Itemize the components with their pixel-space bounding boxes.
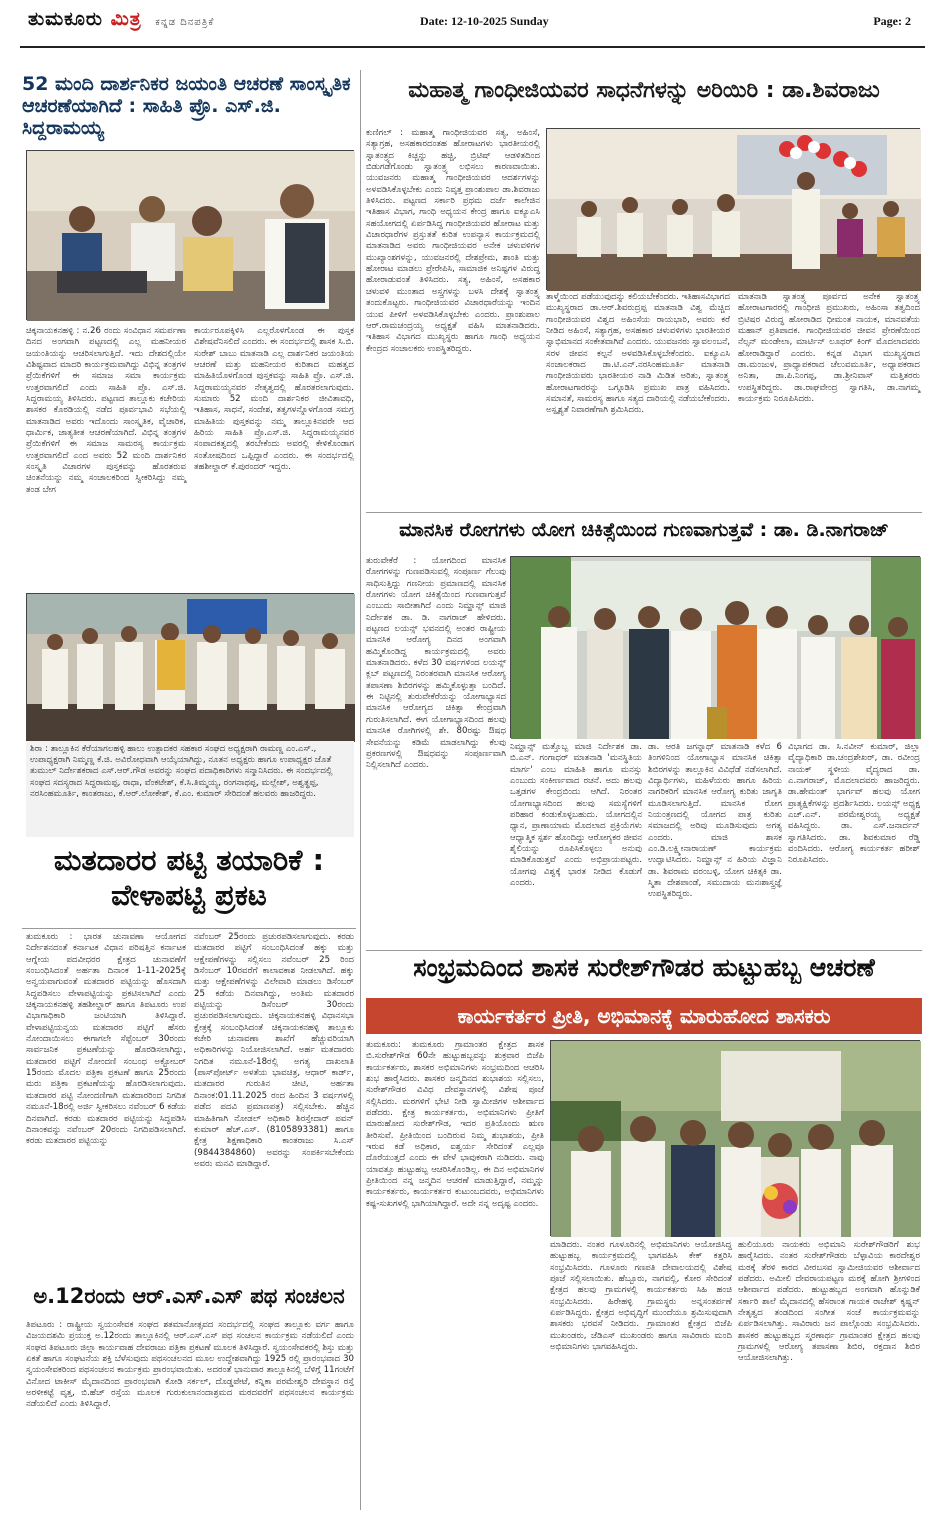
- issue-date: Date: 12-10-2025 Sunday: [420, 14, 549, 28]
- gandhi-event-photo: [546, 128, 920, 290]
- story6-headline: ಸಂಭ್ರಮದಿಂದ ಶಾಸಕ ಸುರೇಶ್‌ಗೌಡರ ಹುಟ್ಟುಹಬ್ಬ ಆಚರಣೆ: [413, 953, 875, 982]
- birthday-event-photo: [550, 1040, 920, 1236]
- story1-body-col2: ಕಾರ್ಯರೂಪಕ್ಕಿಳಿಸಿ ಎಲ್ಲರೊಳಗೊಂಡ ಈ ಪುಸ್ತಕ ವಿಶೇಷವೆನಿಸಲಿದೆ ಎಂದರು. ಈ ಸಂದರ್ಭದಲ್ಲಿ ಶಾಸಕ ಸಿ.ಬಿ. ಸುರೇಶ್ ಬಾಬು ಮಾತನಾಡಿ ಎಲ್ಲ ದಾರ್ಶನಿಕರ ಜಯಂತಿಯ ಆಚರಣೆ ಮತ್ತು ಮಹನೀಯರ ಕುರಿತಾದ ಮಹತ್ವದ ಮಾಹಿತಿಯೊಳಗೊಂಡ ಪುಸ್ತಕವನ್ನು ಸಾಹಿತಿ ಪ್ರೊ. ಎಸ್.ಜಿ. ಸಿದ್ದರಾಮಯ್ಯನವರ ನೇತೃತ್ವದಲ್ಲಿ ಹೊರತರಲಾಗುವುದು. ಸುಮಾರು 52 ಮಂದಿ ದಾರ್ಶನಿಕರ ಜೀವಿತಾವಧಿ, ಇತಿಹಾಸ, ಸಾಧನೆ, ಸಂದೇಶ, ತತ್ವಗಳನ್ನೊಳಗೊಂಡ ಸಮಗ್ರ ಮಾಹಿತಿಯ ಪುಸ್ತಕವನ್ನು ನಮ್ಮ ತಾಲ್ಲೂಕಿನವರೇ ಆದ ಹಿರಿಯ ಸಾಹಿತಿ ಪ್ರೊ.ಎಸ್.ಜಿ. ಸಿದ್ದರಾಮಯ್ಯನವರ ಸಂಪಾದಕತ್ವದಲ್ಲಿ ತರಬೇಕೆಂದು ಅವರಲ್ಲಿ ಕೇಳಿಕೊಂಡಾಗ ಸಂತೋಷದಿಂದ ಒಪ್ಪಿದ್ದಾರೆ ಎಂದರು. ಈ ಸಂದರ್ಭದಲ್ಲಿ ತಹಶೀಲ್ದಾರ್ ಕೆ.ಪುರಂದರ್ ಇದ್ದರು.: [194, 326, 354, 473]
- story1-photo: [26, 150, 354, 320]
- column-divider: [360, 70, 361, 1510]
- logo-tagline: ಕನ್ನಡ ದಿನಪತ್ರಿಕೆ: [155, 17, 215, 28]
- story4-body-col2: ತಾಳ್ಮೆಯಿಂದ ಪಡೆಯುವುದನ್ನು ಕಲಿಯಬೇಕೆಂದರು. ಇತಿಹಾಸವಿಭಾಗದ ಮುಖ್ಯಸ್ಥರಾದ ಡಾ.ಆರ್.ಶಿವರುದ್ರಪ್ಪ ಮಾತನಾಡಿ ವಿಶ್ವ ಮೆಚ್ಚಿದ ಗಾಂಧೀಜಿಯವರ ವಿಶ್ವದ ಅಹಿಂಸೆಯ ರಾಯಭಾರಿ, ಅವರು ಕರೆ ನೀಡಿದ ಅಹಿಂಸೆ, ಸತ್ಯಾಗ್ರಹ, ಅಸಹಕಾರ ಚಳುವಳಿಗಳು ಭಾರತೀಯರ ಸ್ವಾಭಿಮಾನದ ಸಂಕೇತವಾಗಿವೆ ಎಂದರು. ಯುವಜನರು ಸ್ವಾವಲಂಬನೆ, ಸರಳ ಜೀವನ ಕಲ್ಪನೆ ಅಳವಡಿಸಿಕೊಳ್ಳಬೇಕೆಂದರು. ಐಕ್ಯೂಎಸಿ ಸಂಚಾಲಕರಾದ ಡಾ.ಟಿ.ಎನ್.ನರಸಿಂಹಮೂರ್ತಿ ಮಾತನಾಡಿ ಗಾಂಧೀಜಿಯವರು ಭಾರತೀಯರ ನಾಡಿ ಮಿಡಿತ ಅರಿತು, ಸ್ವಾತಂತ್ರ್ಯ ಹೋರಾಟಗಾರರನ್ನು ಒಗ್ಗೂಡಿಸಿ ಪ್ರಮುಖ ಪಾತ್ರ ವಹಿಸಿದರು. ಸಮಾನತೆ, ಸಾಮರಸ್ಯ ಹಾಗೂ ಸತ್ಯದ ದಾರಿಯಲ್ಲಿ ನಡೆಯಬೇಕೆಂದರು. ಅಸ್ಪೃಶ್ಯತೆ ನಿವಾರಣೆಗಾಗಿ ಶ್ರಮಿಸಿದರು.: [546, 292, 730, 416]
- story5-body-col2: ನಿಮ್ಹಾನ್ಸ್ ಮತ್ತೊಬ್ಬ ಮಾಜಿ ನಿರ್ದೇಶಕ ಡಾ. ಬಿ.ಎನ್. ಗಂಗಾಧರ್ ಮಾತನಾಡಿ 'ಮನಸ್ಥಿತಿಯ ಮಾರ್ಗ' ಎಂಬ ಮಾಹಿತಿ ಹಾಗೂ ಮನಸ್ಸು ಎಂಬುದು ಸಂಕೀರ್ಣವಾದ ರಚನೆ. ಅದು ಹಲವು ಒತ್ತಡಗಳ ಕೇಂದ್ರಬಿಂದು ಆಗಿದೆ. ನಿರಂತರ ಯೋಗಾಭ್ಯಾಸದಿಂದ ಹಲವು ಸಮಸ್ಯೆಗಳಿಗೆ ಪರಿಹಾರ ಕಂಡುಕೊಳ್ಳಬಹುದು. ಯೋಗದಲ್ಲಿನ ಧ್ಯಾನ, ಪ್ರಾಣಾಯಾಮ ಮೊದಲಾದ ಪ್ರಕ್ರಿಯೆಗಳು ಆಧ್ಯಾತ್ಮಿಕ ಸ್ಪರ್ಶ ಹೊಂದಿದ್ದು ಆರೋಗ್ಯಕರ ಜೀವನ ಶೈಲಿಯನ್ನು ರೂಪಿಸಿಕೊಳ್ಳಲು ಅನುವು ಮಾಡಿಕೊಡುತ್ತವೆ ಎಂದು ಅಭಿಪ್ರಾಯಪಟ್ಟರು. ಯೋಗವು ವಿಶ್ವಕ್ಕೆ ಭಾರತ ನೀಡಿದ ಕೊಡುಗೆ ಎಂದರು.: [510, 742, 642, 889]
- crowd-photo-image: [551, 1041, 921, 1237]
- story6-body-col2: ಮಾಡಿದರು. ನಂತರ ಗೂಳೂರಿನಲ್ಲಿ ಅಭಿಮಾನಿಗಳು ಆಯೋಜಿಸಿದ್ದ ಹುಟ್ಟುಹಬ್ಬ ಕಾರ್ಯಕ್ರಮದಲ್ಲಿ ಭಾಗವಹಿಸಿ ಕೇಕ್ ಕತ್ತರಿಸಿ ಸಂಭ್ರಮಿಸಿದರು. ಗೂಳೂರು ಗಣಪತಿ ದೇವಾಲಯದಲ್ಲಿ ವಿಶೇಷ ಪೂಜೆ ಸಲ್ಲಿಸಲಾಯಿತು. ಹೆಬ್ಬೂರು, ನಾಗವಲ್ಲಿ, ಕೋರ ಸೇರಿದಂತೆ ಕ್ಷೇತ್ರದ ಹಲವು ಗ್ರಾಮಗಳಲ್ಲಿ ಕಾರ್ಯಕರ್ತರು ಸಿಹಿ ಹಂಚಿ ಸಂಭ್ರಮಿಸಿದರು. ಹಿರೇಹಳ್ಳಿ ಗ್ರಾಮಸ್ಥರು ಅನ್ನಸಂತರ್ಪಣೆ ಏರ್ಪಡಿಸಿದ್ದರು. ಕ್ಷೇತ್ರದ ಅಭಿವೃದ್ಧಿಗೆ ಮುಂದೆಯೂ ಶ್ರಮಿಸುವುದಾಗಿ ಶಾಸಕರು ಭರವಸೆ ನೀಡಿದರು. ಗ್ರಾಮಾಂತರ ಕ್ಷೇತ್ರದ ಬಿಜೆಪಿ ಮುಖಂಡರು, ಜೆಡಿಎಸ್ ಮುಖಂಡರು ಹಾಗೂ ಸಾವಿರಾರು ಮಂದಿ ಅಭಿಮಾನಿಗಳು ಭಾಗವಹಿಸಿದ್ದರು.: [550, 1240, 732, 1353]
- story4-body-col3: ಮಾತನಾಡಿ ಸ್ವಾತಂತ್ರ್ಯ ಪೂರ್ವದ ಅನೇಕ ಸ್ವಾತಂತ್ರ್ಯ ಹೋರಾಟಗಾರರಲ್ಲಿ ಗಾಂಧೀಜಿ ಪ್ರಮುಖರು, ಅಹಿಂಸಾ ತತ್ವದಿಂದ ಬ್ರಿಟಿಷರ ವಿರುದ್ಧ ಹೋರಾಡಿದ ಧೀಮಂತ ನಾಯಕ, ಮಾನವತೆಯ ಮಹಾನ್ ಪ್ರತಿಪಾದಕ. ಗಾಂಧೀಜಿಯವರ ಜೀವನ ಪ್ರೇರಣೆಯಿಂದ ನೆಲ್ಸನ್ ಮಂಡೇಲಾ, ಮಾರ್ಟಿನ್ ಲೂಥರ್ ಕಿಂಗ್ ಮೊದಲಾದವರು ಹೋರಾಡಿದ್ದಾರೆ ಎಂದರು. ಕನ್ನಡ ವಿಭಾಗ ಮುಖ್ಯಸ್ಥರಾದ ಡಾ.ಮಂಜುಳ, ಪ್ರಾಧ್ಯಾಪಕರಾದ ಚೆಲುವಮೂರ್ತಿ, ಅಧ್ಯಾಪಕರಾದ ಅನಿತಾ, ಡಾ.ಪಿ.ನಿಂಗಪ್ಪ, ಡಾ.ಶ್ರೀನಿವಾಸ್ ಮತ್ತಿತರರು ಉಪಸ್ಥಿತರಿದ್ದರು. ಡಾ.ರಾಘವೇಂದ್ರ ಸ್ವಾಗತಿಸಿ, ಡಾ.ನಾಗಮ್ಮ ಕಾರ್ಯಕ್ರಮ ನಿರೂಪಿಸಿದರು.: [738, 292, 920, 405]
- story2-divider: [22, 928, 356, 929]
- newspaper-logo: [28, 8, 214, 30]
- story6-body-col1: ತುಮಕೂರು: ತುಮಕೂರು ಗ್ರಾಮಾಂತರ ಕ್ಷೇತ್ರದ ಶಾಸಕ ಬಿ.ಸುರೇಶ್‌ಗೌಡ 60ನೇ ಹುಟ್ಟುಹಬ್ಬವನ್ನು ಶುಕ್ರವಾರ ಬಿಜೆಪಿ ಕಾರ್ಯಕರ್ತರು, ಶಾಸಕರ ಅಭಿಮಾನಿಗಳು ಸಂಭ್ರಮದಿಂದ ಆಚರಿಸಿ ಶುಭ ಹಾರೈಸಿದರು. ಶಾಸಕರ ಜನ್ಮದಿನದ ಶುಭಾಶಯ ಸಲ್ಲಿಸಲು, ಸುರೇಶ್‌ಗೌಡರ ವಿವಿಧ ದೇವಸ್ಥಾನಗಳಲ್ಲಿ ವಿಶೇಷ ಪೂಜೆ ಸಲ್ಲಿಸಿದರು. ಮಠಗಳಿಗೆ ಭೇಟಿ ನೀಡಿ ಸ್ವಾಮೀಜಿಗಳ ಆಶೀರ್ವಾದ ಪಡೆದರು. ಕ್ಷೇತ್ರ ಕಾರ್ಯಕರ್ತರು, ಅಭಿಮಾನಿಗಳು ಪ್ರೀತಿಗೆ ಮಾರುಹೋದ ಸುರೇಶ್‌ಗೌಡ, ಇದರ ಪ್ರತಿಯೊಂದು ಋಣ ತೀರಿಸುವೆ. ಪ್ರೀತಿಯಿಂದ ಬಂದಿರುವ ನಿಮ್ಮ ಶುಭಾಶಯ, ಪ್ರೀತಿ ಇರುವ ಕಡೆ ಅಧಿಕಾರ, ಐಶ್ವರ್ಯ ಸೇರಿದಂತೆ ಎಲ್ಲವೂ ದೊರೆಯುತ್ತದೆ ಎಂದು ಈ ವೇಳೆ ಭಾವುಕರಾಗಿ ನುಡಿದರು. ನಾವು ಯಾವತ್ತೂ ಹುಟ್ಟುಹಬ್ಬ ಆಚರಿಸಿಕೊಂಡಿಲ್ಲ. ಈ ದಿನ ಅಭಿಮಾನಿಗಳ ಪ್ರೀತಿಯಿಂದ ನನ್ನ ಜನ್ಮದಿನ ಆಚರಣೆ ಮಾಡುತ್ತಿದ್ದಾರೆ, ನಮ್ಮನ್ನು ಕಾರ್ಯಕರ್ತರು, ಕಾರ್ಯಕರ್ತರ ಕುಟುಂಬದವರು, ಅಭಿಮಾನಿಗಳು ಕಷ್ಟ-ಸುಖಗಳಲ್ಲಿ ಭಾಗಿಯಾಗಿದ್ದಾರೆ. ಅದೇ ನನ್ನ ಅದೃಷ್ಟ ಎಂದರು.: [366, 1040, 544, 1209]
- group-photo-image: [27, 594, 355, 742]
- dignitaries-photo-image: [511, 557, 921, 739]
- dairy-society-caption: ಶಿರಾ : ತಾಲ್ಲೂಕಿನ ಕೆರೆಯಾಗಲಹಳ್ಳಿ ಹಾಲು ಉತ್ಪಾದಕರ ಸಹಕಾರ ಸಂಘದ ಅಧ್ಯಕ್ಷರಾಗಿ ರಾಮಣ್ಣ ಎಂ.ಎಸ್., ಉಪಾಧ್ಯಕ್ಷರಾಗಿ ನಿಮ್ಮಣ್ಣ ಕೆ.ಜಿ. ಅವಿರೋಧವಾಗಿ ಆಯ್ಕೆಯಾಗಿದ್ದು, ನೂತನ ಅಧ್ಯಕ್ಷರು ಹಾಗೂ ಉಪಾಧ್ಯಕ್ಷರ ಜೊತೆ ತುಮುಲ್ ನಿರ್ದೇಶಕರಾದ ಎಸ್.ಆರ್.ಗೌಡ ಅವರನ್ನು ಸಂಘದ ಪದಾಧಿಕಾರಿಗಳು ಸನ್ಮಾನಿಸಿದರು. ಈ ಸಂದರ್ಭದಲ್ಲಿ ಸಂಘದ ಸದಸ್ಯರಾದ ಸಿದ್ದರಾಮಪ್ಪ, ರಾಧಾ, ವೆಂಕಟೇಶ್, ಕೆ.ಸಿ.ತಿಮ್ಮಯ್ಯ, ರಂಗನಾಥಪ್ಪ, ಮಲ್ಲೇಶ್, ಅಶ್ವತ್ಥಪ್ಪ, ನರಸಿಂಹಮೂರ್ತಿ, ಕಾಂತರಾಜು, ಕೆ.ಆರ್.ಲೋಕೇಶ್, ಕೆ.ಎಂ. ಕುಮಾರ್ ಸೇರಿದಂತೆ ಹಲವರು ಹಾಜರಿದ್ದರು.: [26, 741, 354, 837]
- story1-body-col1: ಚಿಕ್ಕನಾಯಕನಹಳ್ಳಿ : ನ.26 ರಂದು ಸಂವಿಧಾನ ಸಮರ್ಪಣಾ ದಿನದ ಅಂಗವಾಗಿ ಪಟ್ಟಣದಲ್ಲಿ ಎಲ್ಲ ಮಹನೀಯರ ಜಯಂತಿಯನ್ನು ಆಚರಿಸಲಾಗುತ್ತಿದೆ. ಇದು ದೇಶದಲ್ಲಿಯೇ ವಿಶಿಷ್ಟವಾದ ಮಾದರಿ ಕಾರ್ಯಕ್ರಮವಾಗಿದ್ದು ವಿಭಿನ್ನ ತಂತ್ರಗಳ ಪ್ರೆಯಿಕೆಗಳಿಗೆ ಈ ಸಮಾಜ ಸಮಾ ಕಾರ್ಯಕ್ರಮ ಉತ್ತರವಾಗಲಿದೆ ಎಂದು ಸಾಹಿತಿ ಪ್ರೊ. ಎಸ್.ಜಿ. ಸಿದ್ದರಾಮಯ್ಯ ತಿಳಿಸಿದರು. ಪಟ್ಟಣದ ತಾಲ್ಲೂಕು ಕಚೇರಿಯ ಶಾಸಕರ ಕೊಠಡಿಯಲ್ಲಿ ನಡೆದ ಪೂರ್ವಭಾವಿ ಸಭೆಯಲ್ಲಿ ಮಾತನಾಡಿದ ಅವರು ಇದೊಂದು ಸಾಂಸ್ಕೃತಿಕ, ವೈಚಾರಿಕ, ಧಾರ್ಮಿಕ, ಜಾತ್ಯತೀತ ಆಚರಣೆಯಾಗಿದೆ. ವಿಭಿನ್ನ ತಂತ್ರಗಳ ಪ್ರೆಯಿಕೆಗಳಿಗೆ ಈ ಸಮಾಜ ಸಾಮರಸ್ಯ ಕಾರ್ಯಕ್ರಮ ಉತ್ತರವಾಗಲಿದೆ ಎಂದ ಅವರು 52 ಮಂದಿ ದಾರ್ಶನಿಕರ ಸಂಸ್ಕೃತಿ ವಿಚಾರಗಳ ಪುಸ್ತಕವನ್ನು ಹೊರತರುವ ಚಿಂತನೆಯನ್ನು ನಮ್ಮ ಸಂಚಾಲಕರಿಂದ ಸ್ವೀಕರಿಸಿದ್ದು ನಮ್ಮ ತಂಡ ಬೇಗ: [26, 326, 186, 495]
- story4-headline: ಮಹಾತ್ಮ ಗಾಂಧೀಜಿಯವರ ಸಾಧನೆಗಳನ್ನು ಅರಿಯಿರಿ : ಡಾ.ಶಿವರಾಜು: [408, 78, 880, 103]
- story4-body-col1: ಕುಣಿಗಲ್ : ಮಹಾತ್ಮ ಗಾಂಧೀಜಿಯವರ ಸತ್ಯ, ಅಹಿಂಸೆ, ಸತ್ಯಾಗ್ರಹ, ಅಸಹಕಾರದಂತಹ ಹೋರಾಟಗಳು ಭಾರತೀಯರಲ್ಲಿ ಸ್ವಾತಂತ್ರ್ಯದ ಕಿಚ್ಚನ್ನು ಹಚ್ಚಿ, ಬ್ರಿಟಿಷ್ ಆಡಳಿತದಿಂದ ಬಿಡುಗಡೆಗೊಂಡು ಸ್ವಾತಂತ್ರ್ಯ ಲಭಿಸಲು ಕಾರಣವಾಯಿತು. ಯುವಜನರು ಮಹಾತ್ಮ ಗಾಂಧೀಜಿಯವರ ಆದರ್ಶಗಳನ್ನು ಅಳವಡಿಸಿಕೊಳ್ಳಬೇಕು ಎಂದು ನಿವೃತ್ತ ಪ್ರಾಂಶುಪಾಲ ಡಾ.ಶಿವರಾಜು ತಿಳಿಸಿದರು. ಪಟ್ಟಣದ ಸರ್ಕಾರಿ ಪ್ರಥಮ ದರ್ಜೆ ಕಾಲೇಜಿನ ಇತಿಹಾಸ ವಿಭಾಗ, ಗಾಂಧಿ ಅಧ್ಯಯನ ಕೇಂದ್ರ ಹಾಗೂ ಐಕ್ಯೂಎಸಿ ಸಹಯೋಗದಲ್ಲಿ ಏರ್ಪಡಿಸಿದ್ದ ಗಾಂಧೀಜಿಯವರ ಹೋರಾಟ ಮತ್ತು ವಿಚಾರಧಾರೆಗಳ ಪ್ರಸ್ತುತತೆ ಕುರಿತ ಉಪನ್ಯಾಸ ಕಾರ್ಯಕ್ರಮದಲ್ಲಿ ಮಾತನಾಡಿದ ಅವರು ಗಾಂಧೀಜಿಯವರ ಅನೇಕ ಚಳುವಳಿಗಳ ಮುಖ್ಯಾಂಶಗಳನ್ನು, ಯುವಜನರಲ್ಲಿ ದೇಶಪ್ರೇಮ, ಶಾಂತಿ ಮತ್ತು ಹೋರಾಟ ಮಾಡಲು ಪ್ರೇರೇಪಿಸಿ, ಸಾಮಾಜಿಕ ಅನಿಷ್ಟಗಳ ವಿರುದ್ಧ ಹೋರಾಡುವಂತೆ ತಿಳಿಸಿದರು. ಸತ್ಯ, ಅಹಿಂಸೆ, ಅಸಹಕಾರ ಚಳುವಳಿ ಮುಂತಾದ ಅಸ್ತ್ರಗಳನ್ನು ಬಳಸಿ ದೇಶಕ್ಕೆ ಸ್ವಾತಂತ್ರ್ಯ ತಂದುಕೊಟ್ಟರು. ಗಾಂಧೀಜಿಯವರ ವಿಚಾರಧಾರೆಯನ್ನು ಇಂದಿನ ಯುವ ಪೀಳಿಗೆ ಅಳವಡಿಸಿಕೊಳ್ಳಬೇಕು ಎಂದರು. ಪ್ರಾಂಶುಪಾಲ ಆರ್.ರಾಮಚಂದ್ರಯ್ಯ ಅಧ್ಯಕ್ಷತೆ ವಹಿಸಿ ಮಾತನಾಡಿದರು. ಇತಿಹಾಸ ವಿಭಾಗದ ಮುಖ್ಯಸ್ಥರು ಹಾಗೂ ಗಾಂಧಿ ಅಧ್ಯಯನ ಕೇಂದ್ರದ ಸಂಚಾಲಕರು ಉಪಸ್ಥಿತರಿದ್ದರು.: [366, 128, 540, 354]
- story5-body-col3: ಡಾ. ಆರತಿ ಜಗನ್ನಾಥ್ ಮಾತನಾಡಿ ಕಳೆದ 6 ತಿಂಗಳಿನಿಂದ ಯೋಗಾಭ್ಯಾಸ ಮಾನಸಿಕ ಚಿಕಿತ್ಸಾ ಶಿಬಿರಗಳನ್ನು ತಾಲ್ಲೂಕಿನ ವಿವಿಧೆಡೆ ನಡೆಸಲಾಗಿದೆ. ವಿದ್ಯಾರ್ಥಿಗಳು, ಮಹಿಳೆಯರು ಹಾಗೂ ಹಿರಿಯ ನಾಗರಿಕರಿಗೆ ಮಾನಸಿಕ ಆರೋಗ್ಯ ಕುರಿತು ಜಾಗೃತಿ ಮೂಡಿಸಲಾಗುತ್ತಿದೆ. ಮಾನಸಿಕ ರೋಗ ನಿಯಂತ್ರಣದಲ್ಲಿ ಯೋಗದ ಪಾತ್ರ ಕುರಿತು ಸಮಾಜದಲ್ಲಿ ಅರಿವು ಮೂಡಿಸುವುದು ಅಗತ್ಯ ಎಂದರು. ಮಾಜಿ ಶಾಸಕ ಎಂ.ಡಿ.ಲಕ್ಷ್ಮೀನಾರಾಯಣ್ ಕಾರ್ಯಕ್ರಮ ಉದ್ಘಾಟಿಸಿದರು. ನಿಮ್ಹಾನ್ಸ್ ನ ಹಿರಿಯ ವಿಜ್ಞಾನಿ ಡಾ. ಶಿವರಾಮ ವರಂಬಳ್ಳಿ, ಯೋಗ ಚಿಕಿತ್ಸಕಿ ಡಾ. ಸ್ಮಿತಾ ದೇಶಪಾಂಡೆ, ಸಮುದಾಯ ಮನಃಶಾಸ್ತ್ರಜ್ಞೆ ಉಪಸ್ಥಿತರಿದ್ದರು.: [648, 742, 782, 900]
- masthead: [20, 0, 925, 48]
- story5-body-col1: ತುರುವೇಕೆರೆ : ಯೋಗದಿಂದ ಮಾನಸಿಕ ರೋಗಗಳನ್ನು ಗುಣಪಡಿಸುವಲ್ಲಿ ಸಂಪೂರ್ಣ ಗೆಲುವು ಸಾಧಿಸುತ್ತಿದ್ದು ಗಣನೀಯ ಪ್ರಮಾಣದಲ್ಲಿ ಮಾನಸಿಕ ರೋಗಗಳು ಯೋಗ ಚಿಕಿತ್ಸೆಯಿಂದ ಗುಣವಾಗುತ್ತವೆ ಎಂಬುದು ಸಾಬೀತಾಗಿದೆ ಎಂದು ನಿಮ್ಹಾನ್ಸ್ ಮಾಜಿ ನಿರ್ದೇಶಕ ಡಾ. ಡಿ. ನಾಗರಾಜ್ ಹೇಳಿದರು. ಪಟ್ಟಣದ ಲಯನ್ಸ್ ಭವನದಲ್ಲಿ ಅಂತರ ರಾಷ್ಟ್ರೀಯ ಮಾನಸಿಕ ಆರೋಗ್ಯ ದಿನದ ಅಂಗವಾಗಿ ಹಮ್ಮಿಕೊಂಡಿದ್ದ ಕಾರ್ಯಕ್ರಮದಲ್ಲಿ ಅವರು ಮಾತನಾಡಿದರು. ಕಳೆದ 30 ವರ್ಷಗಳಿಂದ ಲಯನ್ಸ್ ಕ್ಲಬ್ ಪಟ್ಟಣದಲ್ಲಿ ನಿರಂತರವಾಗಿ ಮಾನಸಿಕ ಆರೋಗ್ಯ ತಪಾಸಣಾ ಶಿಬಿರಗಳನ್ನು ಹಮ್ಮಿಕೊಳ್ಳುತ್ತಾ ಬಂದಿದೆ. ಈ ನಿಟ್ಟಿನಲ್ಲಿ ತುರುವೇಕೆರೆಯನ್ನು ಯೋಗಾಭ್ಯಾಸದ ಮಾನಸಿಕ ಆರೋಗ್ಯದ ಚಿಕಿತ್ಸಾ ಕೇಂದ್ರವಾಗಿ ಗುರುತಿಸಲಾಗಿದೆ. ಈಗ ಯೋಗಾಭ್ಯಾಸದಿಂದ ಹಲವು ಮಾನಸಿಕ ರೋಗಿಗಳಲ್ಲಿ ಶೇ. 80ರಷ್ಟು ಔಷಧ ಸೇವನೆಯನ್ನು ಕಡಿಮೆ ಮಾಡಲಾಗಿದ್ದು ಕೆಲವು ಪ್ರಕರಣಗಳಲ್ಲಿ ಔಷಧವನ್ನು ಸಂಪೂರ್ಣವಾಗಿ ನಿಲ್ಲಿಸಲಾಗಿದೆ ಎಂದರು.: [366, 556, 506, 771]
- logo-title-a: ತುಮಕೂರು: [28, 8, 103, 30]
- story5-divider: [366, 950, 922, 951]
- story1-headline: 52 ಮಂದಿ ದಾರ್ಶನಿಕರ ಜಯಂತಿ ಆಚರಣೆ ಸಾಂಸ್ಕೃತಿಕ ಆಚರಣೆಯಾಗಿದೆ : ಸಾಹಿತಿ ಪ್ರೊ. ಎಸ್.ಜಿ. ಸಿದ್ದರಾಮಯ್ಯ: [22, 73, 351, 139]
- meeting-photo-image: [27, 151, 355, 321]
- logo-title-b: ಮಿತ್ರ: [110, 8, 142, 30]
- yoga-event-photo: [510, 556, 920, 738]
- dairy-society-photo: [26, 593, 354, 741]
- story5-body-col4: ವಿಭಾಗದ ಡಾ. ಸಿ.ನವೀನ್ ಕುಮಾರ್, ಜಿಲ್ಲಾ ವೈದ್ಯಾಧಿಕಾರಿ ಡಾ.ಚಂದ್ರಶೇಖರ್, ಡಾ. ರವೀಂದ್ರ ನಾಯಕ್ ಸ್ಥಳೀಯ ವೈದ್ಯರಾದ ಡಾ. ಎ.ನಾಗರಾಜ್, ಮೊದಲಾದವರು ಹಾಜರಿದ್ದರು. ಡಾ.ಹೇಮಂತ್ ಭಾರ್ಗವ್ ಹಲವು ಯೋಗ ಪ್ರಾತ್ಯಕ್ಷಿಕೆಗಳನ್ನು ಪ್ರದರ್ಶಿಸಿದರು. ಲಯನ್ಸ್ ಅಧ್ಯಕ್ಷ ಎಚ್.ಎನ್. ಪರಮೇಶ್ವರಯ್ಯ ಅಧ್ಯಕ್ಷತೆ ವಹಿಸಿದ್ದರು. ಡಾ. ಎಸ್.ಜನಾರ್ದನ್ ಸ್ವಾಗತಿಸಿದರು. ಡಾ. ಶಿವಕುಮಾರ ರೆಡ್ಡಿ ವಂದಿಸಿದರು. ಆರೋಗ್ಯ ಕಾರ್ಯಕರ್ತ ಹರೀಶ್ ನಿರೂಪಿಸಿದರು.: [788, 742, 920, 866]
- story5-headline: ಮಾನಸಿಕ ರೋಗಗಳು ಯೋಗ ಚಿಕಿತ್ಸೆಯಿಂದ ಗುಣವಾಗುತ್ತವೆ : ಡಾ. ಡಿ.ನಾಗರಾಜ್: [399, 519, 889, 541]
- stage-photo-image: [547, 129, 921, 291]
- story2-body-col2: ನವೆಂಬರ್ 25ರಂದು ಪ್ರಚುರಪಡಿಸಲಾಗುವುದು. ಕರಡು ಮತದಾರರ ಪಟ್ಟಿಗೆ ಸಂಬಂಧಿಸಿದಂತೆ ಹಕ್ಕು ಮತ್ತು ಆಕ್ಷೇಪಣೆಗಳನ್ನು ಸಲ್ಲಿಸಲು ನವೆಂಬರ್ 25 ರಿಂದ ಡಿಸೆಂಬರ್ 10ರವರೆಗೆ ಕಾಲಾವಕಾಶ ನೀಡಲಾಗಿದೆ. ಹಕ್ಕು ಮತ್ತು ಆಕ್ಷೇಪಣೆಗಳನ್ನು ವಿಲೇವಾರಿ ಮಾಡಲು ಡಿಸೆಂಬರ್ 25 ಕಡೆಯ ದಿನವಾಗಿದ್ದು, ಅಂತಿಮ ಮತದಾರರ ಪಟ್ಟಿಯನ್ನು ಡಿಸೆಂಬರ್ 30ರಂದು ಪ್ರಚುರಪಡಿಸಲಾಗುವುದು. ಚಿಕ್ಕನಾಯಕನಹಳ್ಳಿ ವಿಧಾನಸಭಾ ಕ್ಷೇತ್ರಕ್ಕೆ ಸಂಬಂಧಿಸಿದಂತೆ ಚಿಕ್ಕನಾಯಕನಹಳ್ಳಿ ತಾಲ್ಲೂಕು ಕಚೇರಿ ಚುನಾವಣಾ ಶಾಖೆಗೆ ಹೆಚ್ಚುವರಿಯಾಗಿ ಅಧಿಕಾರಿಗಳನ್ನು ನಿಯೋಜಿಸಲಾಗಿದೆ. ಅರ್ಹ ಮತದಾರರು ನಿಗದಿತ ನಮೂನೆ-18ರಲ್ಲಿ ಅಗತ್ಯ ದಾಖಲಾತಿ (ಪಾಸ್‌ಪೋರ್ಟ್ ಅಳತೆಯ ಭಾವಚಿತ್ರ, ಆಧಾರ್ ಕಾರ್ಡ್, ಮತದಾರರ ಗುರುತಿನ ಚೀಟಿ, ಅರ್ಹತಾ ದಿನಾಂಕ:01.11.2025 ರಂದ ಹಿಂದಿನ 3 ವರ್ಷಗಳಲ್ಲಿ ಪಡೆದ ಪದವಿ ಪ್ರಮಾಣಪತ್ರ) ಸಲ್ಲಿಸಬೇಕು. ಹೆಚ್ಚಿನ ಮಾಹಿತಿಗಾಗಿ ನೋಡಲ್ ಅಧಿಕಾರಿ ಶಿರಸ್ತೇದಾರ್ ಪವನ್ ಕುಮಾರ್ ಹೆಚ್.ಎಸ್. (8105893381) ಹಾಗೂ ಕ್ಷೇತ್ರ ಶಿಕ್ಷಣಾಧಿಕಾರಿ ಕಾಂತರಾಜು ಸಿ.ಎಸ್ (9844384860) ಅವರನ್ನು ಸಂಪರ್ಕಿಸಬೇಕೆಂದು ಅವರು ಮನವಿ ಮಾಡಿದ್ದಾರೆ.: [194, 932, 354, 1169]
- story6-body-col3: ಹುಲಿಯೂರು ನಾಯಕರು ಅಭಿಮಾನಿ ಸುರೇಶ್‌ಗೌಡರಿಗೆ ಶುಭ ಹಾರೈಸಿದರು. ನಂತರ ಸುರೇಶ್‌ಗೌಡರು ಬೆಳ್ಳಾವಿಯ ಕಾರದೇಶ್ವರ ಮಠಕ್ಕೆ ತೆರಳಿ ಕಾರದ ವೀರಬಸವ ಸ್ವಾಮೀಜಿಯವರ ಆಶೀರ್ವಾದ ಪಡೆದರು. ಅಮೀಲಿ ದೇವರಾಯಪಟ್ಟಣ ಮಠಕ್ಕೆ ಹೋಗಿ ಶ್ರೀಗಳಿಂದ ಆಶೀರ್ವಾದ ಪಡೆದರು. ಹುಟ್ಟುಹಬ್ಬದ ಅಂಗವಾಗಿ ಹೊನ್ನುಡಿಕೆ ಸರ್ಕಾರಿ ಶಾಲೆ ಮೈದಾನದಲ್ಲಿ ಹೆಸರಾಂತ ಗಾಯಕ ರಾಜೇಶ್ ಕೃಷ್ಣನ್ ನೇತೃತ್ವದ ತಂಡದಿಂದ ಸಂಗೀತ ಸಂಜೆ ಕಾರ್ಯಕ್ರಮವನ್ನು ಏರ್ಪಡಿಸಲಾಗಿತ್ತು. ಸಾವಿರಾರು ಜನ ಪಾಲ್ಗೊಂಡು ಸಂಭ್ರಮಿಸಿದರು. ಶಾಸಕರ ಹುಟ್ಟುಹಬ್ಬದ ಸ್ಮರಣಾರ್ಥ ಗ್ರಾಮಾಂತರ ಕ್ಷೇತ್ರದ ಹಲವು ಗ್ರಾಮಗಳಲ್ಲಿ ಆರೋಗ್ಯ ತಪಾಸಣಾ ಶಿಬಿರ, ರಕ್ತದಾನ ಶಿಬಿರ ಆಯೋಜಿಸಲಾಗಿತ್ತು.: [738, 1240, 920, 1364]
- story2-body-col1: ತುಮಕೂರು : ಭಾರತ ಚುನಾವಣಾ ಆಯೋಗದ ನಿರ್ದೇಶನದಂತೆ ಕರ್ನಾಟಕ ವಿಧಾನ ಪರಿಷತ್ತಿನ ಕರ್ನಾಟಕ ಆಗ್ನೇಯ ಪದವೀಧರರ ಕ್ಷೇತ್ರದ ಚುನಾವಣೆಗೆ ಸಂಬಂಧಿಸಿದಂತೆ ಅರ್ಹತಾ ದಿನಾಂಕ 1-11-2025ಕ್ಕೆ ಅನ್ವಯವಾಗುವಂತೆ ಮತದಾರರ ಪಟ್ಟಿಯನ್ನು ಹೊಸದಾಗಿ ಸಿದ್ಧಪಡಿಸಲು ವೇಳಾಪಟ್ಟಿಯನ್ನು ಪ್ರಕಟಿಸಲಾಗಿದೆ ಎಂದು ಚಿಕ್ಕನಾಯಕನಹಳ್ಳಿ ತಹಶೀಲ್ದಾರ್ ಹಾಗೂ ತಿಪಟೂರು ಉಪ ವಿಭಾಗಾಧಿಕಾರಿ ಜಂಟಿಯಾಗಿ ತಿಳಿಸಿದ್ದಾರೆ. ವೇಳಾಪಟ್ಟಿಯನ್ವಯ ಮತದಾರರ ಪಟ್ಟಿಗೆ ಹೆಸರು ನೋಂದಾಯಿಸಲು ಈಗಾಗಲೇ ಸೆಪ್ಟೆಂಬರ್ 30ರಂದು ಸಾರ್ವಜನಿಕ ಪ್ರಕಟಣೆಯನ್ನು ಹೊರಡಿಸಲಾಗಿದ್ದು, ಮತದಾರರ ಪಟ್ಟಿಗೆ ನೋಂದಣಿ ಸಂಬಂಧ ಅಕ್ಟೋಬರ್ 15ರಂದು ಮೊದಲ ಪತ್ರಿಕಾ ಪ್ರಕಟಣೆ ಹಾಗೂ 25ರಂದು ಮರು ಪತ್ರಿಕಾ ಪ್ರಕಟಣೆಯನ್ನು ಹೊರಡಿಸಲಾಗುವುದು. ಮತದಾರರ ಪಟ್ಟಿ ನೋಂದಣಿಗಾಗಿ ಮತದಾರರಿಂದ ನಿಗದಿತ ನಮೂನೆ-18ರಲ್ಲಿ ಅರ್ಜಿ ಸ್ವೀಕರಿಸಲು ನವೆಂಬರ್ 6 ಕಡೆಯ ದಿನವಾಗಿದೆ. ಕರಡು ಮತದಾರರ ಪಟ್ಟಿಯನ್ನು ಸಿದ್ಧಪಡಿಸಿ ದಿನಾಂಕವನ್ನು ನವೆಂಬರ್ 20ರಂದು ನಿಗದಿಪಡಿಸಲಾಗಿದೆ. ಕರಡು ಮತದಾರರ ಪಟ್ಟಿಯನ್ನು: [26, 932, 186, 1147]
- story6-subhead-banner: ಕಾರ್ಯಕರ್ತರ ಪ್ರೀತಿ, ಅಭಿಮಾನಕ್ಕೆ ಮಾರುಹೋದ ಶಾಸಕರು: [366, 998, 922, 1034]
- story3-body: ತಿಪಟೂರು : ರಾಷ್ಟ್ರೀಯ ಸ್ವಯಂಸೇವಕ ಸಂಘದ ಶತಮಾನೋತ್ಸವದ ಸಂದರ್ಭದಲ್ಲಿ ಸಂಘದ ತಾಲ್ಲೂಕು ವರ್ಗ ಹಾಗೂ ವಿಜಯದಶಮಿ ಪ್ರಯುಕ್ತ ಅ.12ರಂದು ತಾಲ್ಲೂಕಿನಲ್ಲಿ ಆರ್.ಎಸ್.ಎಸ್ ಪಥ ಸಂಚಲನ ಕಾರ್ಯಕ್ರಮ ನಡೆಯಲಿದೆ ಎಂದು ಸಂಘದ ತಿಪಟೂರು ಜಿಲ್ಲಾ ಕಾರ್ಯವಾಹ ದೇವರಾಜು ಪತ್ರಿಕಾ ಪ್ರಕಟಣೆ ಮೂಲಕ ತಿಳಿಸಿದ್ದಾರೆ. ಸ್ವಯಂಸೇವಕರಲ್ಲಿ ಶಿಸ್ತು ಮತ್ತು ಏಕತೆ ಹಾಗೂ ಸಂಘಟನೆಯ ಶಕ್ತಿ ಬೆಳೆಸುವುದು ಪಥಸಂಚಲನದ ಮೂಲ ಉದ್ದೇಶವಾಗಿದ್ದು 1925 ರಲ್ಲಿ ಪ್ರಾರಂಭವಾದ 30 ಸ್ವಯಂಸೇವಕರಿಂದ ಪಥಸಂಚಲನ ಕಾರ್ಯಕ್ರಮ ಪ್ರಾರಂಭವಾಯಿತು. ಅದರಂತೆ ಭಾನುವಾರ ತಾಲ್ಲೂಕಿನಲ್ಲಿ ಬೆಳಿಗ್ಗೆ 11ಗಂಟೆಗೆ ವಿನೋದ ಟಾಕೀಸ್ ಮೈದಾನದಿಂದ ಪ್ರಾರಂಭವಾಗಿ ಕೋಡಿ ಸರ್ಕಲ್, ದೊಡ್ಡಪೇಟೆ, ಕನ್ನಿಕಾ ಪರಮೇಶ್ವರಿ ದೇವಸ್ಥಾನ ರಸ್ತೆ ಅರಳೀಕಟ್ಟೆ ವೃತ್ತ, ಬಿ.ಹೆಚ್ ರಸ್ತೆಯ ಮೂಲಕ ಗುರುಕುಲಾನಂದಾಶ್ರಮದ ಮಠದವರೆಗೆ ಪಥಸಂಚಲನ ಕಾರ್ಯಕ್ರಮ ನಡೆಯಲಿದೆ ಎಂದು ತಿಳಿಸಿದ್ದಾರೆ.: [26, 1320, 354, 1410]
- story4-body-col1-continued: [366, 292, 540, 508]
- story2-headline: ಮತದಾರರ ಪಟ್ಟಿ ತಯಾರಿಕೆ : ವೇಳಾಪಟ್ಟಿ ಪ್ರಕಟ: [53, 843, 325, 912]
- story4-divider: [366, 512, 922, 513]
- story3-headline: ಅ.12ರಂದು ಆರ್.ಎಸ್.ಎಸ್ ಪಥ ಸಂಚಲನ: [33, 1284, 345, 1308]
- page-number: Page: 2: [873, 14, 911, 28]
